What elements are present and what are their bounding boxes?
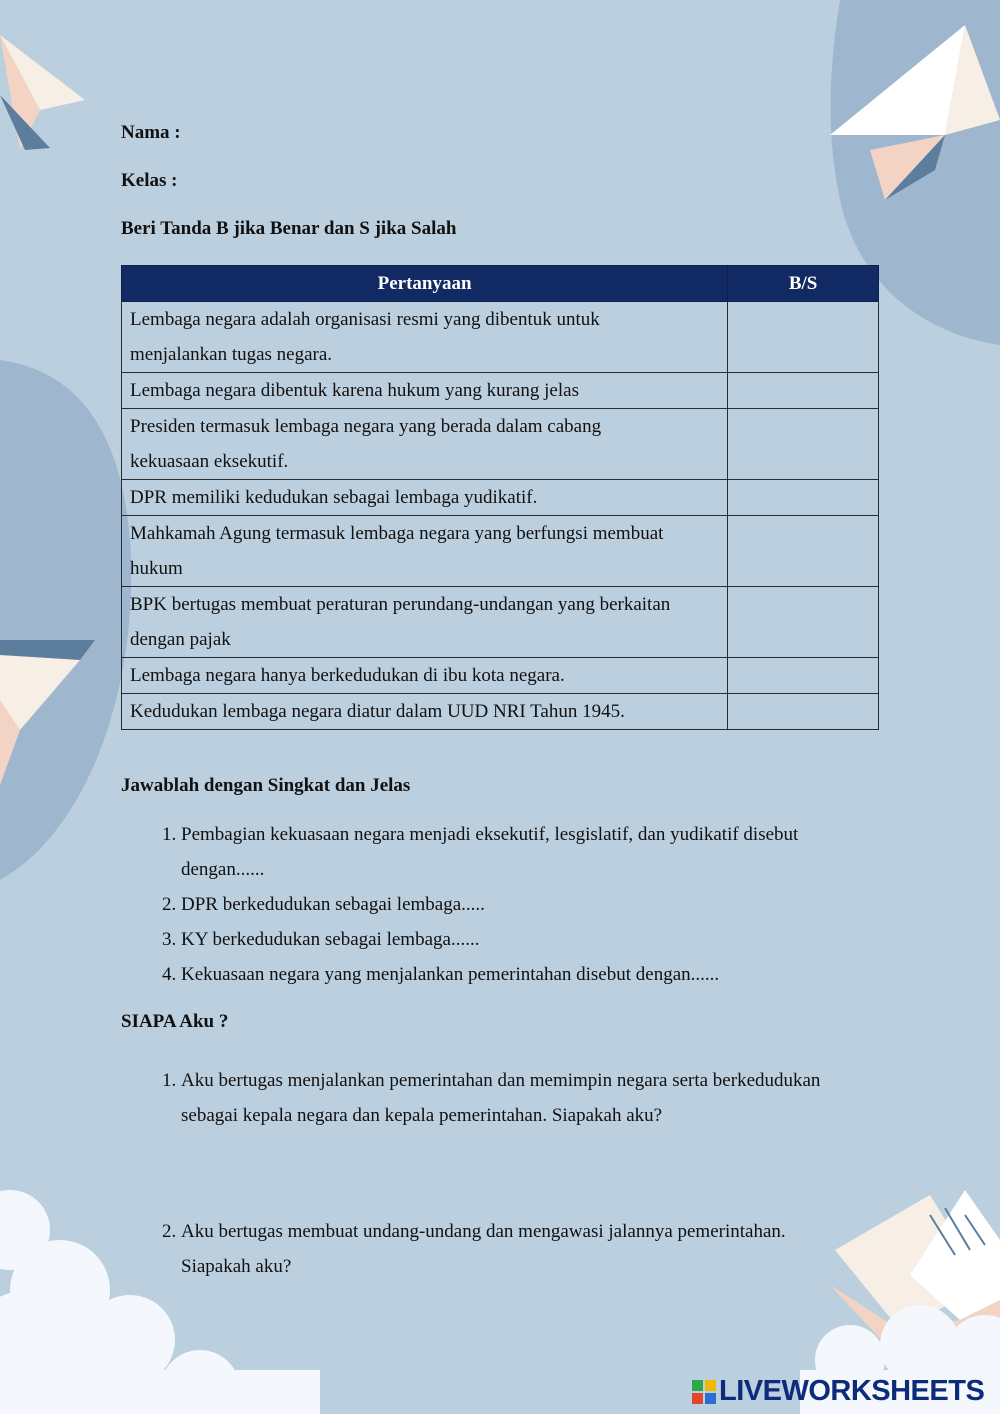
question-cell: Kedudukan lembaga negara diatur dalam UUD NRI Tahun 1945. xyxy=(122,694,728,730)
answer-cell[interactable] xyxy=(728,373,879,409)
paper-plane-icon xyxy=(0,35,85,150)
question-cell: BPK bertugas membuat peraturan perundang-undangan yang berkaitan dengan pajak xyxy=(122,587,728,658)
answer-cell[interactable] xyxy=(728,409,879,480)
short-answer-heading: Jawablah dengan Singkat dan Jelas xyxy=(121,775,411,796)
answer-column-header: B/S xyxy=(728,266,879,302)
table-row xyxy=(122,516,879,587)
true-false-table xyxy=(121,265,879,730)
list-item: 1. Pembagian kekuasaan negara menjadi eksekutif, lesgislatif, dan yudikatif disebut dengan...... xyxy=(181,817,941,887)
name-field-label: Nama : xyxy=(121,122,181,143)
table-row xyxy=(122,587,879,658)
left-blob xyxy=(0,360,131,880)
who-am-i-list-1 xyxy=(121,1063,941,1133)
short-answer-list xyxy=(121,817,941,992)
true-false-heading: Beri Tanda B jika Benar dan S jika Salah xyxy=(121,218,457,239)
answer-cell[interactable] xyxy=(728,302,879,373)
answer-cell[interactable] xyxy=(728,587,879,658)
question-cell: Mahkamah Agung termasuk lembaga negara yang berfungsi membuat hukum xyxy=(122,516,728,587)
question-column-header: Pertanyaan xyxy=(122,266,728,302)
who-am-i-list-2 xyxy=(121,1214,941,1284)
answer-cell[interactable] xyxy=(728,516,879,587)
table-row xyxy=(122,658,879,694)
answer-cell[interactable] xyxy=(728,694,879,730)
liveworksheets-logo xyxy=(692,1375,984,1408)
class-field-label: Kelas : xyxy=(121,170,178,191)
table-row xyxy=(122,480,879,516)
logo-text: LIVEWORKSHEETS xyxy=(719,1375,985,1407)
question-cell: Lembaga negara dibentuk karena hukum yang kurang jelas xyxy=(122,373,728,409)
who-am-i-heading: SIAPA Aku ? xyxy=(121,1011,229,1032)
list-item: 4. Kekuasaan negara yang menjalankan pemerintahan disebut dengan...... xyxy=(181,957,941,992)
question-cell: DPR memiliki kedudukan sebagai lembaga yudikatif. xyxy=(122,480,728,516)
table-row xyxy=(122,694,879,730)
list-item: 2. Aku bertugas membuat undang-undang dan mengawasi jalannya pemerintahan. Siapakah aku? xyxy=(181,1214,941,1284)
question-cell: Lembaga negara adalah organisasi resmi yang dibentuk untuk menjalankan tugas negara. xyxy=(122,302,728,373)
table-row xyxy=(122,373,879,409)
list-item: 2. DPR berkedudukan sebagai lembaga..... xyxy=(181,887,941,922)
answer-cell[interactable] xyxy=(728,658,879,694)
logo-grid-icon xyxy=(692,1380,716,1404)
table-row xyxy=(122,409,879,480)
list-item: 1. Aku bertugas menjalankan pemerintahan dan memimpin negara serta berkedudukan sebagai kepala negara dan kepala pemerintahan. Siapakah aku? xyxy=(181,1063,941,1133)
table-row xyxy=(122,302,879,373)
question-cell: Lembaga negara hanya berkedudukan di ibu kota negara. xyxy=(122,658,728,694)
question-cell: Presiden termasuk lembaga negara yang berada dalam cabang kekuasaan eksekutif. xyxy=(122,409,728,480)
list-item: 3. KY berkedudukan sebagai lembaga...... xyxy=(181,922,941,957)
answer-cell[interactable] xyxy=(728,480,879,516)
